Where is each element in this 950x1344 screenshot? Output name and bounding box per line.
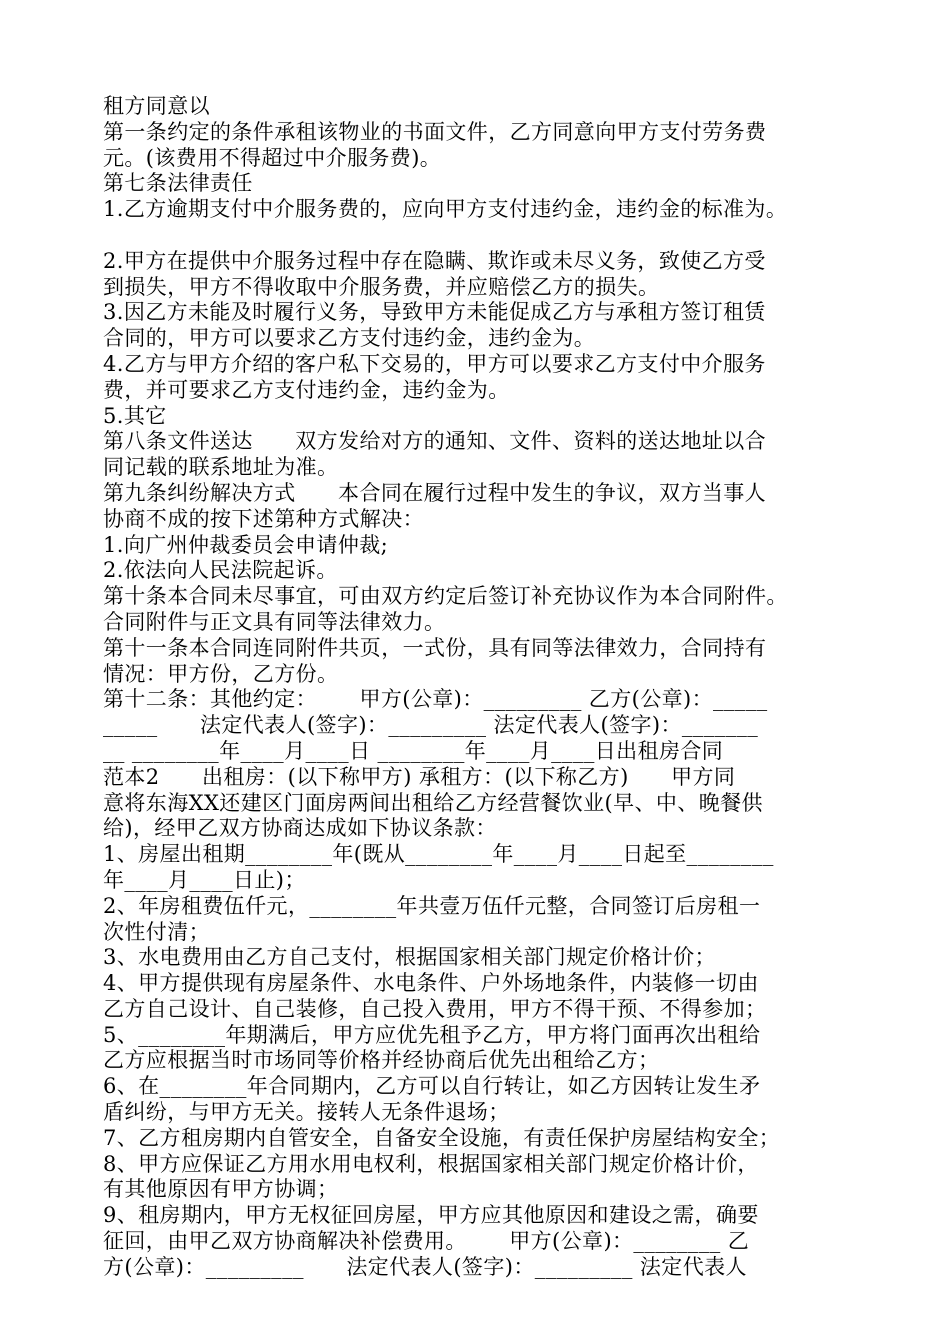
text-line: 租方同意以 bbox=[103, 94, 210, 118]
text-line: 情况：甲方份，乙方份。 bbox=[103, 661, 339, 686]
text-line: 9、租房期内，甲方无权征回房屋，甲方应其他原因和建设之需，确要 bbox=[103, 1203, 759, 1228]
text-line: 5、________年期满后，甲方应优先租予乙方，甲方将门面再次出租给 bbox=[103, 1022, 761, 1047]
text-line: 1、房屋出租期________年(既从________年____月____日起至________ bbox=[103, 842, 774, 867]
text-line: 4.乙方与甲方介绍的客户私下交易的，甲方可以要求乙方支付中介服务 bbox=[103, 351, 766, 376]
text-line: 第九条纠纷解决方式 本合同在履行过程中发生的争议，双方当事人 bbox=[103, 480, 767, 505]
text-line: 征回，由甲乙双方协商解决补偿费用。 甲方(公章)：________ 乙 bbox=[103, 1229, 750, 1254]
text-line: 合同附件与正文具有同等法律效力。 bbox=[103, 609, 446, 634]
text-line: 给)，经甲乙双方协商达成如下协议条款： bbox=[103, 816, 497, 841]
text-line: 同记载的联系地址为准。 bbox=[103, 455, 339, 480]
text-line: 1.向广州仲裁委员会申请仲裁; bbox=[103, 532, 389, 557]
text-line: 元。(该费用不得超过中介服务费)。 bbox=[103, 145, 442, 170]
text-line: 协商不成的按下述第种方式解决： bbox=[103, 506, 424, 531]
text-line: 3.因乙方未能及时履行义务，导致甲方未能促成乙方与承租方签订租赁 bbox=[103, 300, 766, 325]
text-line: 盾纠纷，与甲方无关。接转人无条件退场； bbox=[103, 1100, 510, 1125]
text-line: _____ 法定代表人(签字)：_________ 法定代表人(签字)：_______ bbox=[103, 713, 759, 738]
text-line: 第八条文件送达 双方发给对方的通知、文件、资料的送达地址以合 bbox=[103, 429, 767, 454]
text-line: 合同的，甲方可以要求乙方支付违约金，违约金为。 bbox=[103, 326, 596, 351]
blank-line bbox=[103, 223, 853, 249]
text-line: 2.依法向人民法院起诉。 bbox=[103, 558, 338, 583]
text-line: 次性付清； bbox=[103, 919, 210, 944]
text-line: 7、乙方租房期内自管安全，自备安全设施，有责任保护房屋结构安全； bbox=[103, 1125, 781, 1150]
text-line: 方(公章)：_________ 法定代表人(签字)：_________ 法定代表人 bbox=[103, 1254, 747, 1279]
text-line: 乙方应根据当时市场同等价格并经协商后优先出租给乙方； bbox=[103, 1048, 660, 1073]
text-line: 1.乙方逾期支付中介服务费的，应向甲方支付违约金，违约金的标准为。 bbox=[103, 197, 788, 222]
text-line: 意将东海XX还建区门面房两间出租给乙方经营餐饮业(早、中、晚餐供 bbox=[103, 790, 763, 815]
text-line: 8、甲方应保证乙方用水用电权利，根据国家相关部门规定价格计价， bbox=[103, 1151, 759, 1176]
text-line: 范本2 出租房：(以下称甲方) 承租方：(以下称乙方) 甲方同 bbox=[103, 764, 736, 789]
text-line: 乙方自己设计、自己装修，自己投入费用，甲方不得干预、不得参加； bbox=[103, 996, 767, 1021]
text-line: 年____月____日止)； bbox=[103, 867, 306, 892]
text-line: __ ________年____月____日 ________年____月____日出租房合同 bbox=[103, 738, 724, 763]
text-line: 到损失，甲方不得收取中介服务费，并应赔偿乙方的损失。 bbox=[103, 274, 660, 299]
text-line: 第十条本合同未尽事宜，可由双方约定后签订补充协议作为本合同附件。 bbox=[103, 584, 788, 609]
text-line: 5.其它 bbox=[103, 403, 167, 428]
text-line: 2、年房租费伍仟元，________年共壹万伍仟元整，合同签订后房租一 bbox=[103, 893, 761, 918]
text-line: 有其他原因有甲方协调； bbox=[103, 1177, 339, 1202]
text-line: 费，并可要求乙方支付违约金，违约金为。 bbox=[103, 377, 510, 402]
text-line: 3、水电费用由乙方自己支付，根据国家相关部门规定价格计价； bbox=[103, 945, 716, 970]
text-line: 第十二条：其他约定： 甲方(公章)：_________ 乙方(公章)：_____ bbox=[103, 687, 768, 712]
text-line: 6、在________年合同期内，乙方可以自行转让，如乙方因转让发生矛 bbox=[103, 1074, 761, 1099]
text-line: 2.甲方在提供中介服务过程中存在隐瞒、欺诈或未尽义务，致使乙方受 bbox=[103, 248, 766, 273]
section-heading: 第七条法律责任 bbox=[103, 171, 253, 196]
text-line: 4、甲方提供现有房屋条件、水电条件、户外场地条件，内装修一切由 bbox=[103, 971, 759, 996]
document-page bbox=[103, 94, 853, 1281]
text-line: 第十一条本合同连同附件共页，一式份，具有同等法律效力，合同持有 bbox=[103, 635, 767, 660]
text-line: 第一条约定的条件承租该物业的书面文件，乙方同意向甲方支付劳务费 bbox=[103, 119, 767, 144]
